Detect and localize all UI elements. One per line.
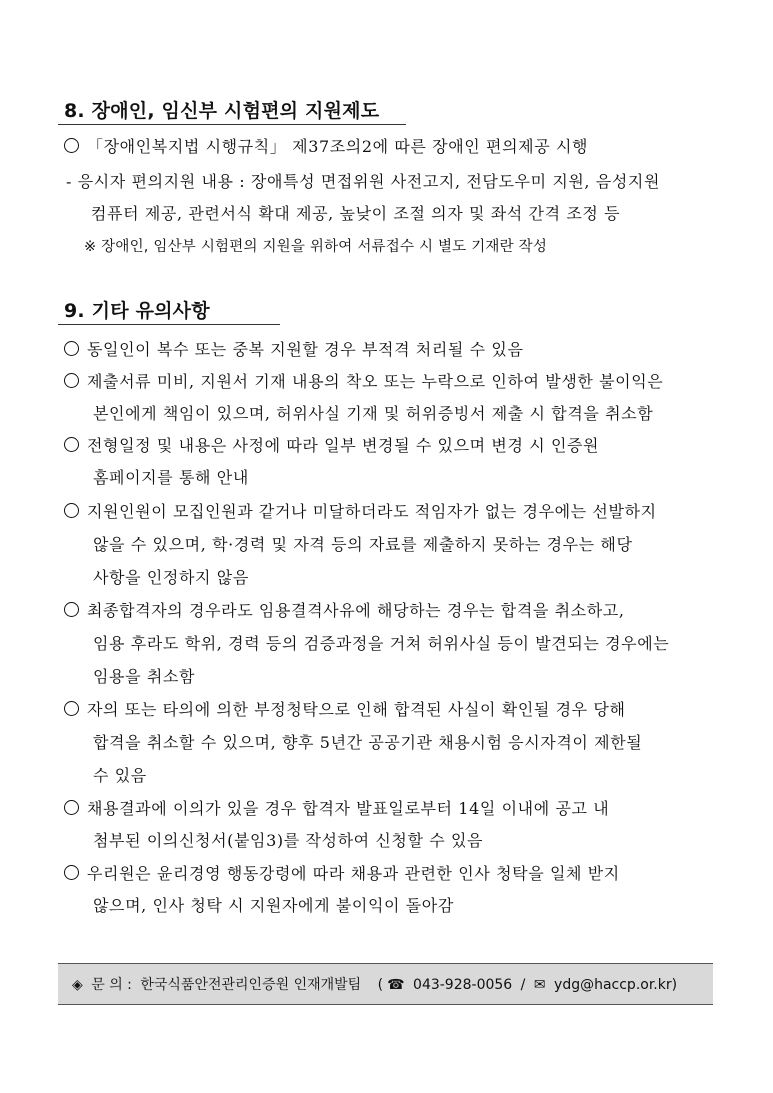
circle-bullet-icon: [64, 503, 79, 518]
list-item: 우리원은 윤리경영 행동강령에 따라 채용과 관련한 인사 청탁을 일체 받지: [64, 864, 620, 884]
contact-info: ◈ 문 의 : 한국식품안전관리인증원 인재개발팀 ( ☎ 043-928-0056 / ✉ ydg@haccp.or.kr): [72, 977, 678, 993]
contact-separator: /: [520, 977, 526, 993]
list-item: 최종합격자의 경우라도 임용결격사유에 해당하는 경우는 합격을 취소하고,: [64, 601, 625, 621]
list-item-continuation: 첨부된 이의신청서(붙임3)를 작성하여 신청할 수 있음: [93, 831, 484, 850]
list-item: 전형일정 및 내용은 사정에 따라 일부 변경될 수 있으며 변경 시 인증원: [64, 436, 599, 456]
list-item-continuation: 본인에게 책임이 있으며, 허위사실 기재 및 허위증빙서 제출 시 합격을 취소함: [93, 404, 654, 423]
section-8-sub-line-2: 컴퓨터 제공, 관련서식 확대 제공, 높낮이 조절 의자 및 좌석 간격 조정 등: [91, 204, 621, 223]
circle-bullet-icon: [64, 138, 79, 153]
section-8-title-rule: [58, 124, 406, 125]
circle-bullet-icon: [64, 437, 79, 452]
circle-bullet-icon: [64, 800, 79, 815]
list-item: 동일인이 복수 또는 중복 지원할 경우 부적격 처리될 수 있음: [64, 340, 524, 360]
section-8-sub-line-1: - 응시자 편의지원 내용 : 장애특성 면접위원 사전고지, 전담도우미 지원, 음성지원: [66, 172, 661, 191]
list-item-continuation: 않을 수 있으며, 학·경력 및 자격 등의 자료를 제출하지 못하는 경우는 해당: [93, 535, 633, 554]
list-item-continuation: 임용 후라도 학위, 경력 등의 검증과정을 거쳐 허위사실 등이 발견되는 경우에는: [93, 634, 670, 653]
list-item-continuation: 홈페이지를 통해 안내: [93, 468, 249, 487]
list-item-continuation: 않으며, 인사 청탁 시 지원자에게 불이익이 돌아감: [93, 896, 454, 915]
list-item: 자의 또는 타의에 의한 부정청탁으로 인해 합격된 사실이 확인될 경우 당해: [64, 700, 626, 720]
circle-bullet-icon: [64, 602, 79, 617]
circle-bullet-icon: [64, 373, 79, 388]
section-8-title: 8. 장애인, 임신부 시험편의 지원제도: [64, 100, 380, 122]
list-item-continuation: 사항을 인정하지 않음: [93, 568, 249, 587]
circle-bullet-icon: [64, 341, 79, 356]
circle-bullet-icon: [64, 865, 79, 880]
list-item: 지원인원이 모집인원과 같거나 미달하더라도 적임자가 없는 경우에는 선발하지: [64, 502, 657, 522]
list-item-continuation: 수 있음: [93, 766, 147, 785]
contact-email[interactable]: ydg@haccp.or.kr: [554, 977, 672, 993]
contact-box: [58, 963, 713, 1005]
section-9-title-rule: [58, 324, 280, 325]
list-item: 채용결과에 이의가 있을 경우 합격자 발표일로부터 14일 이내에 공고 내: [64, 799, 609, 819]
mail-icon: ✉: [533, 977, 546, 993]
contact-label: 문 의 :: [91, 977, 132, 993]
section-9-title: 9. 기타 유의사항: [64, 300, 210, 322]
circle-bullet-icon: [64, 701, 79, 716]
phone-icon: ☎: [387, 977, 405, 993]
section-8-note: ※ 장애인, 임산부 시험편의 지원을 위하여 서류접수 시 별도 기재란 작성: [84, 239, 548, 255]
diamond-icon: ◈: [72, 977, 83, 993]
contact-org: 한국식품안전관리인증원 인재개발팀: [140, 977, 362, 993]
list-item: 제출서류 미비, 지원서 기재 내용의 착오 또는 누락으로 인하여 발생한 불이익은: [64, 372, 663, 392]
list-item-continuation: 합격을 취소할 수 있으며, 향후 5년간 공공기관 채용시험 응시자격이 제한될: [93, 733, 643, 752]
section-8-bullet: 「장애인복지법 시행규칙」 제37조의2에 따른 장애인 편의제공 시행: [64, 137, 588, 157]
list-item-continuation: 임용을 취소함: [93, 667, 196, 686]
contact-phone[interactable]: 043-928-0056: [413, 977, 513, 993]
